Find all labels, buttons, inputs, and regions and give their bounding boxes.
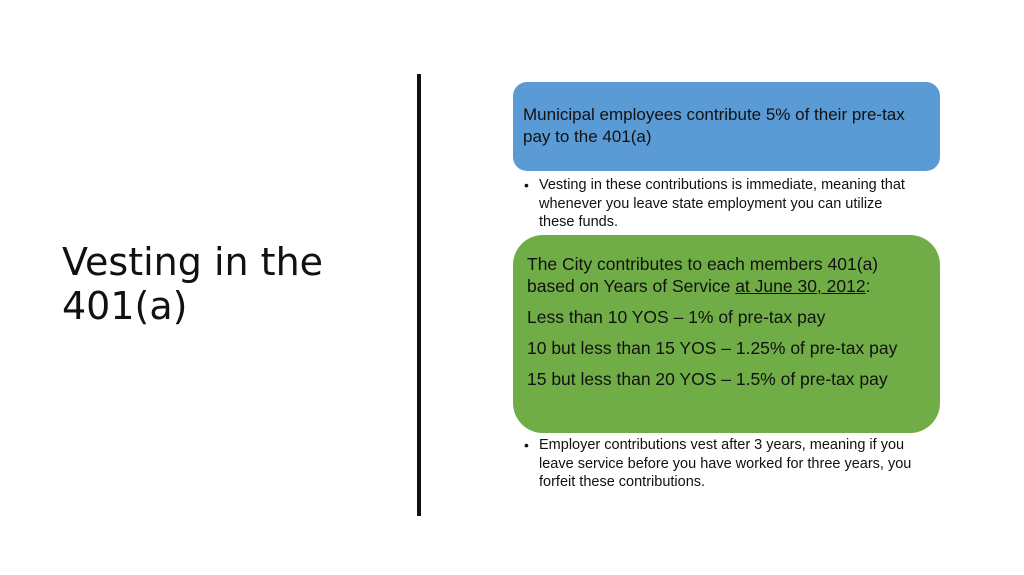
- employee-contribution-text: Municipal employees contribute 5% of their pre-tax pay to the 401(a): [523, 105, 905, 146]
- city-intro-date: at June 30, 2012: [735, 276, 866, 296]
- employer-vesting-text: Employer contributions vest after 3 years, meaning if you leave service before you have worked for three years, you forfeit these contributions.: [539, 437, 912, 490]
- tier-item: 10 but less than 15 YOS – 1.25% of pre-tax pay: [527, 338, 898, 358]
- tier-item: Less than 10 YOS – 1% of pre-tax pay: [527, 307, 826, 327]
- employee-contribution-box: [513, 82, 940, 171]
- employee-vesting-bullet: [524, 176, 920, 232]
- city-contribution-intro: [527, 253, 930, 297]
- employer-vesting-bullet: [524, 436, 920, 492]
- city-intro-text: The City contributes to each members 401(a) based on Years of Service: [527, 254, 879, 296]
- employee-vesting-text: Vesting in these contributions is immediate, meaning that whenever you leave state employment you can utilize these funds.: [539, 177, 905, 230]
- slide-title: Vesting in the 401(a): [62, 240, 324, 328]
- tier-item: 15 but less than 20 YOS – 1.5% of pre-tax pay: [527, 369, 888, 389]
- vertical-divider: [417, 74, 421, 516]
- bullet-dot: •: [524, 177, 529, 193]
- city-contribution-box: [513, 235, 940, 433]
- bullet-dot: •: [524, 437, 529, 453]
- city-intro-colon: :: [865, 276, 871, 296]
